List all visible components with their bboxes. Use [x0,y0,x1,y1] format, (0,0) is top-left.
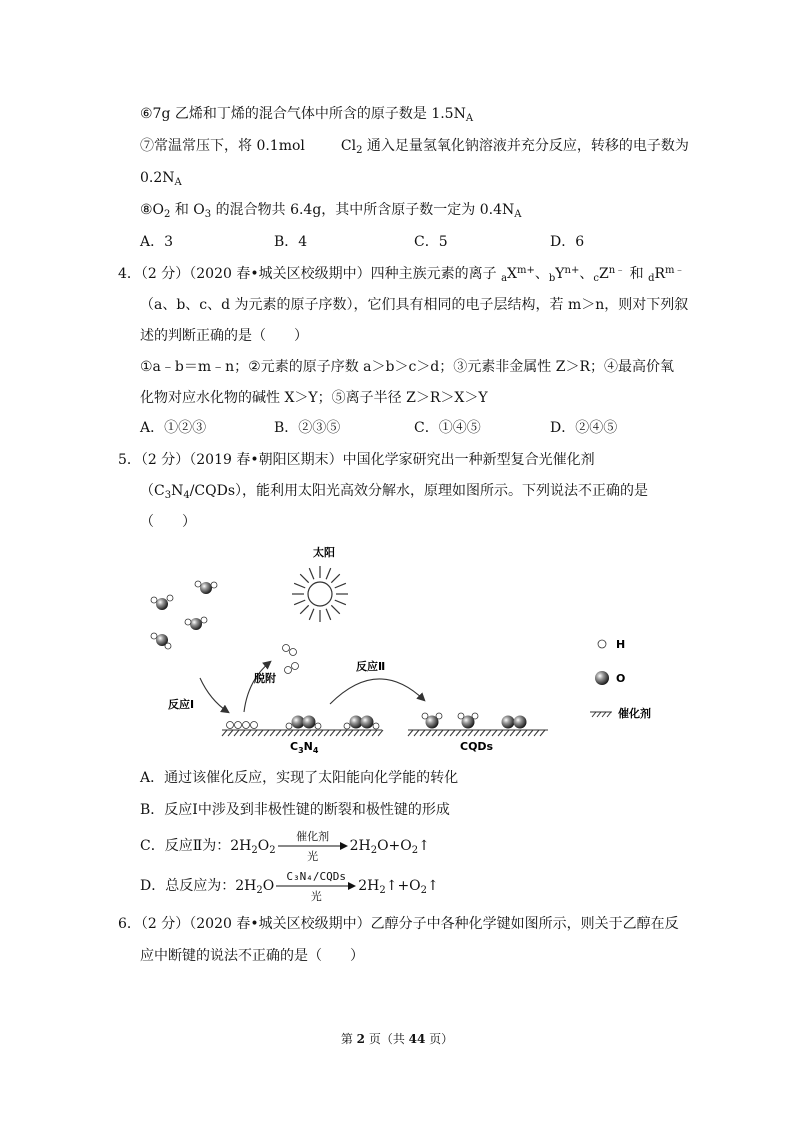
q5-option-b[interactable]: B．反应Ⅰ中涉及到非极性键的断裂和极性键的形成 [140,802,450,818]
catalyst-hatch [420,730,425,736]
catalyst-hatch [474,730,479,736]
legend-h-icon [598,640,606,648]
q6-stem-line-2: 应中断键的说法不正确的是（ ） [140,948,364,964]
reaction-1-label: 反应Ⅰ [168,698,195,711]
page-footer: 第 2 页（共 44 页） [340,1032,454,1046]
sun-ray [335,583,346,588]
catalyst-hatch [450,730,455,736]
c3n4-catalyst-surface [222,730,383,736]
sun-ray [294,583,305,588]
q4-stem-line-4: ①a﹣b＝m﹣n；②元素的原子序数 a＞b＞c＞d；③元素非金属性 Z＞R；④最高价氧 [140,359,674,375]
q4-options [140,418,700,438]
adsorbed-h-atoms [227,722,258,729]
cqds-label: CQDs [460,740,494,753]
water-molecule [195,581,217,594]
q3-option-d[interactable]: D．6 [550,234,585,250]
catalyst-hatch [378,730,383,736]
condition-arrow: C₃N₄/CQDs 光 [276,876,356,896]
q5-stem-line-3: （ ） [140,514,196,530]
legend-h-label: H [616,638,626,651]
q5-stem-line-2: $(C_3N_4/CQDs)$，能利用太阳光高效分解水，原理如图所示。下列说法不正确的是 [140,483,649,501]
c3n4-label: $C_3N_4$ [290,740,319,755]
cqds-adsorbed-species [422,713,527,729]
catalyst-hatch [348,730,353,736]
sun-ray [331,574,339,582]
catalyst-hatch [318,730,323,736]
catalyst-hatch [444,730,449,736]
q5-stem-line-1: 5．（2 分）（2019 春•朝阳区期末）中国化学家研究出一种新型复合光催化剂 [118,452,595,468]
q4-stem-line-5: 化物对应水化物的碱性 X＞Y；⑤离子半径 Z＞R＞X＞Y [140,390,488,406]
catalyst-hatch [534,730,539,736]
legend-o-icon [595,671,609,685]
q4-option-d[interactable]: D．②④⑤ [550,420,618,436]
catalyst-hatch [324,730,329,736]
reaction-2-arrow [330,679,424,704]
catalyst-hatch [372,730,377,736]
catalyst-hatch [468,730,473,736]
q3-option-b[interactable]: B．4 [274,234,308,250]
legend-o-label: O [616,672,626,685]
catalyst-hatch [354,730,359,736]
catalyst-hatch [360,730,365,736]
sun-ray [331,605,339,613]
desorption-arrow [244,662,270,712]
catalyst-hatch [462,730,467,736]
adsorbed-oxygen-pairs [286,716,379,730]
catalyst-hatch [258,730,263,736]
q5-option-a[interactable]: A．通过该催化反应，实现了太阳能向化学能的转化 [140,770,459,786]
legend-catalyst-label: 催化剂 [618,707,651,720]
catalyst-hatch [510,730,515,736]
water-molecule [151,595,173,610]
catalyst-hatch [456,730,461,736]
catalyst-hatch [282,730,287,736]
catalyst-hatch [492,730,497,736]
q3-option-a[interactable]: A．3 [140,234,174,250]
q4-stem-line-1: 4．（2 分）（2020 春•城关区校级期中）四种主族元素的离子 $_aX^{m+}$、$_bY^{n+}$、$_cZ^{n﹣}$ 和 $_dR^{m﹣}$ [118,265,685,284]
q3-statement-6: ⑥7g 乙烯和丁烯的混合气体中所含的原子数是 $1.5N_A$ [140,106,474,124]
catalyst-hatch [486,730,491,736]
sun-ray [335,600,346,605]
legend [590,638,651,720]
catalyst-hatch [222,730,227,736]
sun-ray [294,600,305,605]
catalyst-hatch [234,730,239,736]
desorption-label: 脱附 [254,672,276,685]
catalyst-hatch [294,730,299,736]
q3-statement-7-cont: $0.2N_A$ [140,170,182,188]
q3-statement-7: ⑦常温常压下，将 0.1mol $Cl_2$ 通入足量氢氧化钠溶液并充分反应，转移的电子数为 [140,138,689,156]
catalyst-hatch [504,730,509,736]
catalyst-hatch [246,730,251,736]
legend-catalyst-icon [590,712,612,717]
q3-option-c[interactable]: C．5 [414,234,448,250]
catalyst-hatch [330,730,335,736]
catalyst-hatch [528,730,533,736]
sun-ray [300,605,308,613]
water-molecule [185,617,207,630]
cqds-catalyst-surface [408,730,548,736]
reaction-2-label: 反应Ⅱ [356,660,386,673]
catalyst-hatch [438,730,443,736]
catalyst-hatch [414,730,419,736]
q4-stem-line-3: 述的判断正确的是（ ） [140,328,308,344]
sun-ray [309,568,314,579]
catalyst-hatch [480,730,485,736]
water-molecule [151,633,171,649]
catalyst-hatch [336,730,341,736]
catalyst-hatch [516,730,521,736]
catalyst-hatch [240,730,245,736]
catalyst-hatch [540,730,545,736]
q3-options [140,232,700,252]
catalyst-hatch [252,730,257,736]
q4-option-c[interactable]: C．①④⑤ [414,420,481,436]
catalyst-hatch [228,730,233,736]
q5-option-d[interactable]: D．总反应为：$2H_2O$ C₃N₄/CQDs 光 $2H_2↑+O_2↑$ [140,870,439,903]
condition-arrow: 催化剂 光 [278,836,348,856]
q3-statement-8: $⑧O_2$ 和 $O_3$ 的混合物共 6.4g，其中所含原子数一定为 $0.4N_A$ [140,202,522,220]
sun-ray [326,609,331,620]
q4-stem-line-2: （a、b、c、d 为元素的原子序数），它们具有相同的电子层结构，若 m＞n，则对下列叙 [140,297,689,313]
catalyst-hatch [264,730,269,736]
catalyst-hatch [288,730,293,736]
photocatalysis-diagram [138,540,698,760]
q4-option-b[interactable]: B．②③⑤ [274,420,341,436]
catalyst-hatch [342,730,347,736]
catalyst-hatch [498,730,503,736]
sun-label: 太阳 [313,546,335,559]
sun-ray [326,568,331,579]
hydrogen-molecule [283,645,299,674]
catalyst-hatch [408,730,413,736]
catalyst-hatch [276,730,281,736]
sun-ray [300,574,308,582]
catalyst-hatch [426,730,431,736]
catalyst-hatch [270,730,275,736]
catalyst-hatch [312,730,317,736]
reaction-1-arrow [200,678,228,712]
catalyst-hatch [432,730,437,736]
q6-stem-line-1: 6．（2 分）（2020 春•城关区校级期中）乙醇分子中各种化学键如图所示，则关于乙醇在反 [118,916,679,932]
catalyst-hatch [366,730,371,736]
sun-ray [309,609,314,620]
catalyst-hatch [522,730,527,736]
catalyst-hatch [306,730,311,736]
q5-option-c[interactable]: C．反应Ⅱ为：$2H_2O_2$ 催化剂 光 $2H_2O+O_2↑$ [140,830,430,863]
sun-icon [292,566,348,622]
q4-option-a[interactable]: A．①②③ [140,420,207,436]
catalyst-hatch [300,730,305,736]
